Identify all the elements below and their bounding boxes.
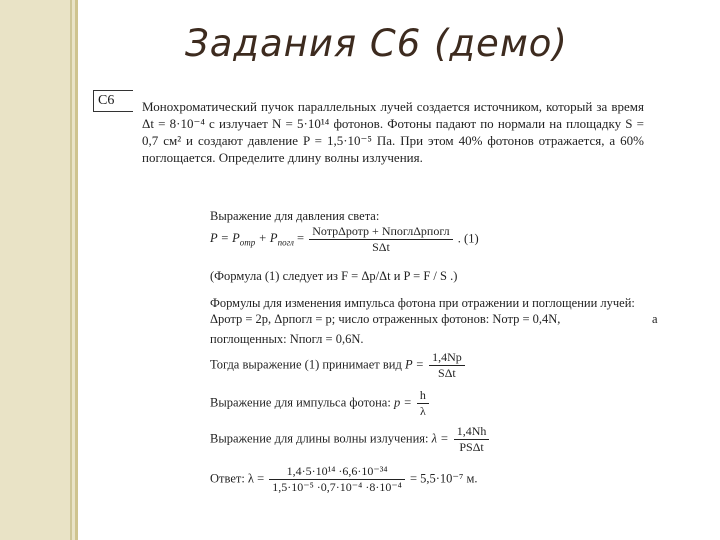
solution-line-conjunction: а (652, 312, 658, 326)
formula-1-lhs: $P = P_{отр} + P_{погл}$ = (210, 231, 308, 248)
answer-result: = 5,5·10⁻⁷ м. (409, 471, 478, 486)
formula-1-numerator: NотрΔpотр + NпоглΔpпогл (309, 224, 452, 240)
solution-line-momentum-change: Формулы для изменения импульса фотона при отражении и поглощении лучей: (210, 296, 635, 310)
formula-7-text: Выражение для импульса фотона: (210, 395, 391, 410)
answer-label: Ответ: λ = (210, 471, 265, 486)
formula-1-fraction (309, 224, 452, 255)
formula-1-denominator: SΔt (372, 240, 390, 254)
formula-7-fraction: $\frac{h}{\lambda}$ (417, 388, 429, 419)
formula-6-fraction: $\frac{1,4Np}{\text{SΔt}}$ (429, 350, 465, 381)
solution-line-momentum-formulas: Δpотр = 2p, Δpпогл = p; число отраженных фотонов: Nотр = 0,4N, (210, 312, 561, 326)
task-label: С6 (93, 90, 133, 112)
task-text: Монохроматический пучок параллельных лучей создается источником, который за время Δt = 8·10⁻⁴ с излучает N = 5·10¹⁴ фотонов. Фотоны падают по нормали на площадку S = 0,7 см² и создают давление P = 1,5·10⁻⁵ Па. При этом 40% фотонов отражается, а 60% поглощается. Определите длину волны излучения. (142, 99, 644, 165)
formula-6 (210, 350, 467, 381)
formula-7 (210, 388, 431, 419)
solution-line-derivation: (Формула (1) следует из F = Δp/Δt и P = F / S .) (210, 269, 458, 283)
answer-numerator: 1,4·5·10¹⁴ ·6,6·10⁻³⁴ (269, 464, 405, 480)
slide-title: Задания С6 (демо) (185, 22, 568, 65)
formula-1-tag: . (1) (457, 231, 479, 246)
formula-7-lhs: p = (393, 395, 412, 410)
formula-8 (210, 424, 491, 455)
answer-formula (210, 464, 478, 495)
answer-fraction (269, 464, 405, 495)
solution-line-absorbed: поглощенных: Nпогл = 0,6N. (210, 332, 364, 346)
formula-8-fraction: $\frac{1,4Nh}{\text{PSΔt}}$ (454, 424, 490, 455)
formula-8-lhs: λ = (431, 431, 449, 446)
answer-denominator: 1,5·10⁻⁵ ·0,7·10⁻⁴ ·8·10⁻⁴ (272, 480, 402, 494)
formula-6-lhs: P = (404, 357, 424, 372)
formula-8-text: Выражение для длины волны излучения: (210, 431, 429, 446)
formula-6-text: Тогда выражение (1) принимает вид (210, 357, 402, 372)
solution-line-pressure-intro: Выражение для давления света: (210, 209, 380, 223)
left-decorative-band (0, 0, 78, 540)
formula-1 (210, 224, 479, 255)
